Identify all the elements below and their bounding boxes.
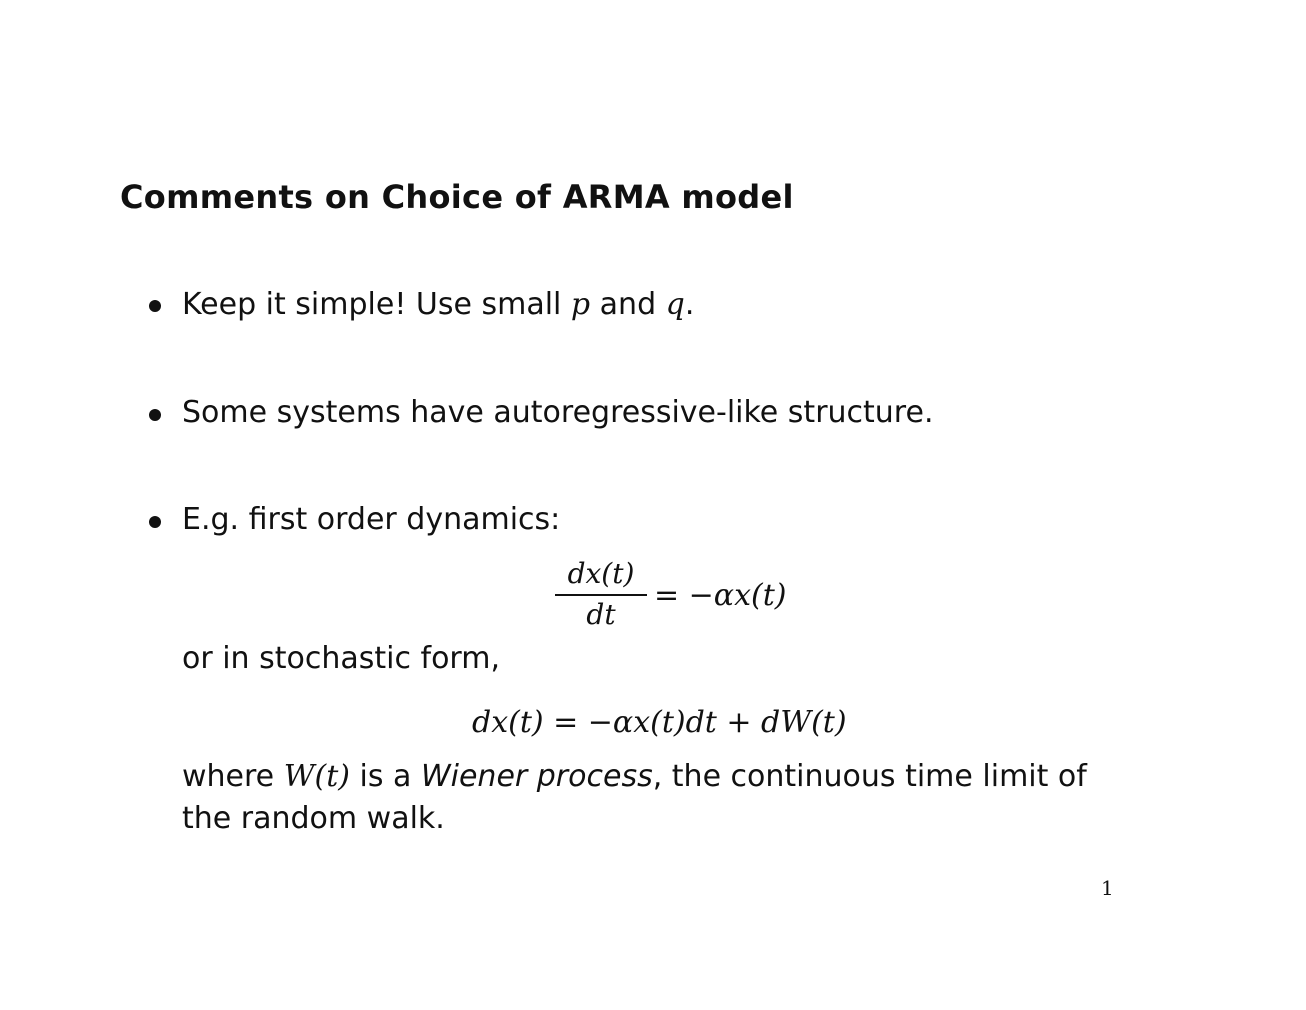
bullet-dot (149, 300, 161, 312)
bullet-3-text: E.g. first order dynamics: (182, 502, 561, 537)
bullet-1-text (182, 287, 694, 323)
fraction-bar (555, 594, 647, 596)
variable-q: q (665, 287, 685, 322)
page-number: 1 (1101, 876, 1114, 900)
line-3-post: , the continuous time limit of (652, 759, 1087, 794)
equation-2: dx(t) = −αx(t)dt + dW(t) (472, 705, 847, 740)
bullet-3-line-3 (182, 759, 1087, 795)
equation-1-numerator: dx(t) (567, 557, 635, 590)
bullet-1-mid: and (590, 287, 666, 322)
bullet-3-line-4: the random walk. (182, 801, 445, 836)
equation-1-fraction (555, 556, 647, 630)
bullet-3-line-2: or in stochastic form, (182, 641, 500, 676)
equation-1-rhs: = −αx(t) (654, 578, 787, 613)
slide-title: Comments on Choice of ARMA model (120, 178, 794, 216)
wiener-process-term: Wiener process (420, 759, 653, 794)
bullet-dot (149, 409, 161, 421)
bullet-dot (149, 516, 161, 528)
equation-1-denominator: dt (586, 598, 616, 631)
line-3-pre: where (182, 759, 284, 794)
variable-p: p (570, 287, 591, 322)
line-3-mid: is a (350, 759, 421, 794)
bullet-1-pre: Keep it simple! Use small (182, 287, 571, 322)
bullet-1-post: . (684, 287, 695, 322)
bullet-2-text: Some systems have autoregressive-like structure. (182, 395, 934, 430)
variable-W-t: W(t) (283, 759, 350, 794)
